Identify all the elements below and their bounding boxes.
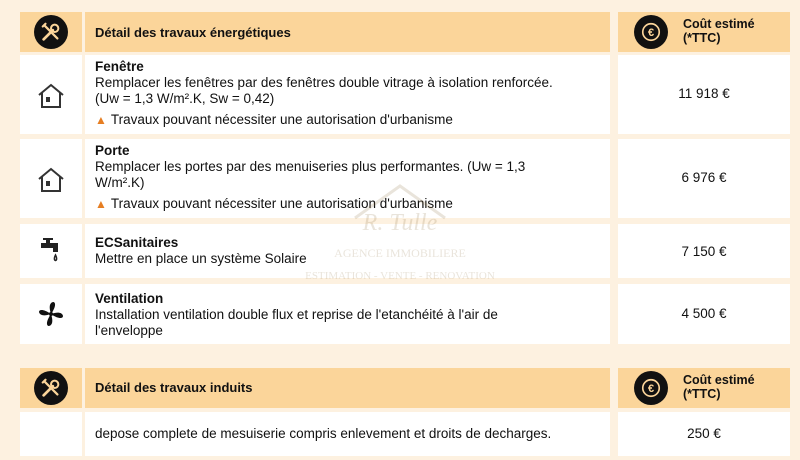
row-icon-cell (20, 55, 82, 134)
svg-text:€: € (647, 383, 655, 396)
induced-works-title: Détail des travaux induits (95, 380, 253, 395)
cost-header-line2: (*TTC) (683, 31, 721, 45)
row-price: 6 976 € (681, 170, 727, 185)
row-icon-cell (20, 224, 82, 278)
energy-works-title: Détail des travaux énergétiques (95, 25, 291, 40)
row-price-cell (618, 284, 790, 344)
header-title-cell (85, 368, 610, 408)
row-price-cell (618, 412, 790, 456)
header-title-cell (85, 12, 610, 52)
svg-text:R. Tulle: R. Tulle (362, 210, 438, 236)
row-title: Ventilation (95, 291, 164, 306)
header-icon-cell (20, 368, 82, 408)
row-title: Fenêtre (95, 59, 144, 74)
header-icon-cell (20, 12, 82, 52)
table-row (0, 55, 800, 134)
row-title: Porte (95, 143, 130, 158)
row-icon-cell (20, 139, 82, 218)
row-title: ECSanitaires (95, 235, 179, 250)
row-price: 4 500 € (681, 306, 727, 321)
cost-header-label (683, 373, 755, 401)
row-price: 250 € (687, 426, 721, 441)
row-description-line2: l'enveloppe (95, 323, 163, 338)
table-row (0, 224, 800, 278)
row-price-cell (618, 55, 790, 134)
warning-text: Travaux pouvant nécessiter une autorisation d'urbanisme (110, 196, 453, 211)
house-icon (35, 164, 67, 196)
energy-works-header (0, 12, 800, 52)
row-description-line1: Mettre en place un système Solaire (95, 251, 307, 266)
cost-header-line1: Coût estimé (683, 17, 755, 31)
row-description-cell (85, 139, 610, 218)
row-description-cell (85, 284, 610, 344)
warning-note (95, 112, 602, 128)
table-row (0, 139, 800, 218)
row-icon-cell (20, 412, 82, 456)
row-description-cell (85, 224, 610, 278)
row-price: 7 150 € (681, 244, 727, 259)
row-description-cell (85, 412, 610, 456)
cost-header-cell (618, 12, 790, 52)
warning-icon: ▲ (95, 197, 107, 211)
table-row (0, 284, 800, 344)
row-description-line1: Remplacer les portes par des menuiseries plus performantes. (Uw = 1,3 (95, 159, 526, 174)
row-description-line1: Installation ventilation double flux et reprise de l'etanchéité à l'air de (95, 307, 498, 322)
row-description-cell (85, 55, 610, 134)
warning-icon: ▲ (95, 113, 107, 127)
warning-note (95, 196, 602, 212)
row-price: 11 918 € (678, 86, 730, 101)
row-description-line2: W/m².K) (95, 175, 145, 190)
tools-icon (34, 371, 68, 405)
row-icon-cell (20, 284, 82, 344)
house-icon (35, 80, 67, 112)
euro-icon (634, 371, 668, 405)
svg-text:€: € (647, 27, 655, 40)
row-description-line2: (Uw = 1,3 W/m².K, Sw = 0,42) (95, 91, 275, 106)
row-description: depose complete de mesuiserie compris enlevement et droits de decharges. (95, 426, 552, 441)
induced-works-header (0, 368, 800, 408)
cost-header-line2: (*TTC) (683, 387, 721, 401)
row-description-line1: Remplacer les fenêtres par des fenêtres double vitrage à isolation renforcée. (95, 75, 553, 90)
fan-icon (35, 298, 67, 330)
euro-icon (634, 15, 668, 49)
tools-icon (34, 15, 68, 49)
cost-header-cell (618, 368, 790, 408)
warning-text: Travaux pouvant nécessiter une autorisation d'urbanisme (110, 112, 453, 127)
faucet-icon (35, 235, 67, 267)
table-row (0, 412, 800, 456)
row-price-cell (618, 224, 790, 278)
row-price-cell (618, 139, 790, 218)
cost-header-label (683, 17, 755, 45)
cost-header-line1: Coût estimé (683, 373, 755, 387)
